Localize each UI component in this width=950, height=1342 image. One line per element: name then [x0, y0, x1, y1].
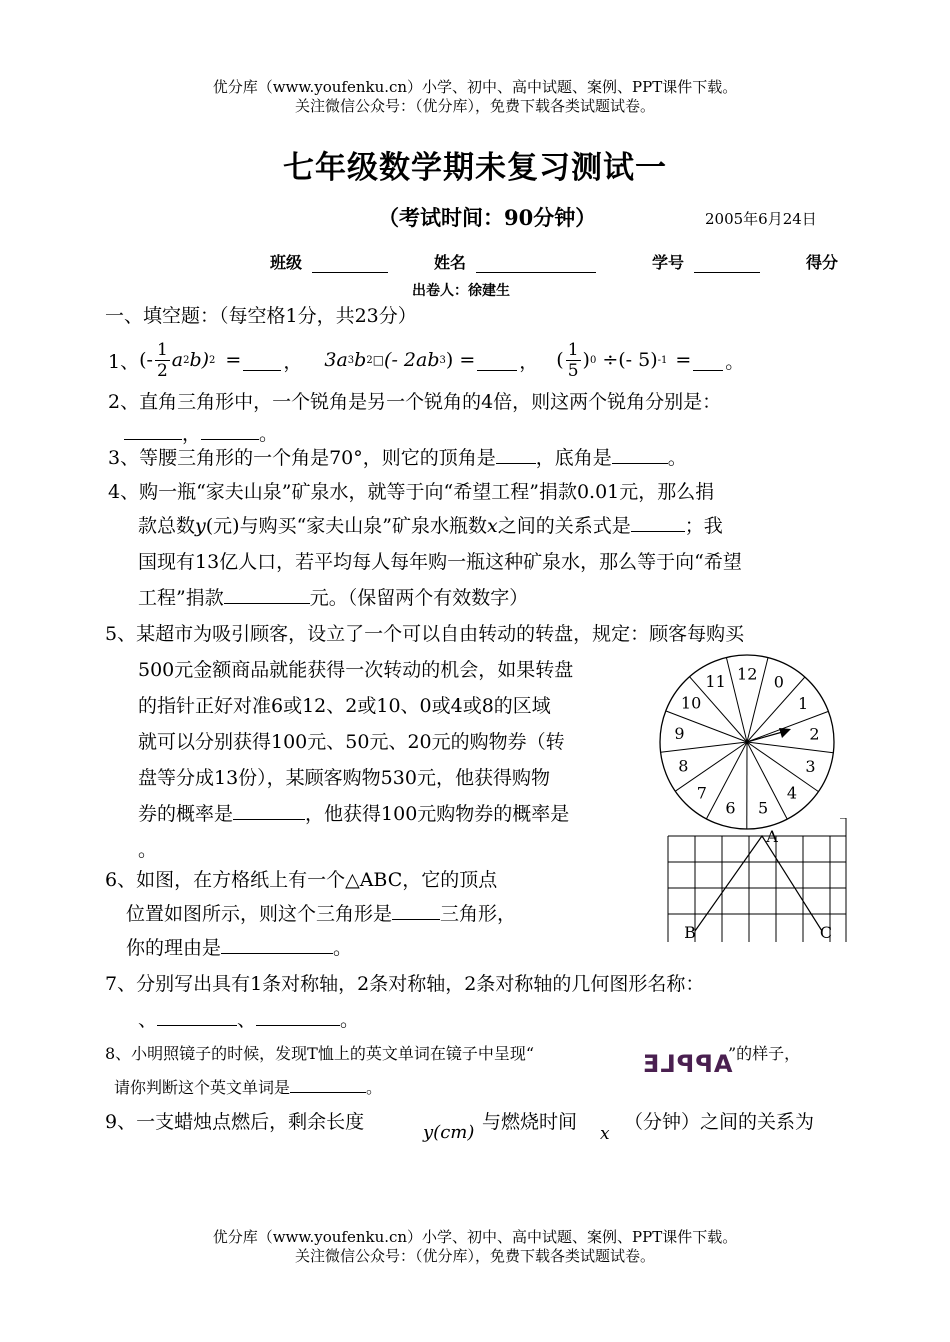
section-heading: 一、填空题：（每空格1分，共23分） — [105, 305, 417, 327]
q3-blank-2[interactable] — [612, 443, 668, 464]
vertex-a-label: A — [766, 827, 778, 846]
footer-line-2: 关注微信公众号：（优分库），免费下载各类试题试卷。 — [294, 1247, 655, 1265]
spinner-wheel — [655, 652, 845, 834]
name-label: 姓名 — [434, 253, 467, 272]
q1-end: 。 — [725, 350, 745, 373]
question-7-line-1: 7、分别写出具有1条对称轴，2条对称轴，2条对称轴的几何图形名称： — [105, 973, 705, 995]
wheel-sector-label: 0 — [773, 672, 784, 692]
wheel-sector-label: 1 — [798, 694, 809, 713]
question-9-part-1: 9、一支蜡烛点燃后，剩余长度 — [105, 1111, 365, 1133]
class-label: 班级 — [270, 253, 303, 272]
wheel-sector-label: 11 — [705, 672, 726, 692]
q1-e1-den: 2 — [156, 360, 168, 381]
q4-line2b: (元)与购买“家夫山泉”矿泉水瓶数 — [205, 515, 488, 537]
exam-duration: （考试时间：90分钟） — [378, 205, 597, 230]
q1-e3-div: ÷(- 5) — [602, 349, 658, 371]
q1-e2-mid: (- 2ab — [384, 349, 440, 371]
question-6-line-1: 6、如图，在方格纸上有一个△ABC，它的顶点 — [105, 869, 498, 891]
q6-line2b: 三角形， — [440, 903, 517, 925]
question-5-line-7: 。 — [138, 839, 158, 861]
question-2: 2、直角三角形中，一个锐角是另一个锐角的4倍，则这两个锐角分别是： — [108, 391, 722, 413]
q1-blank-2[interactable] — [477, 350, 517, 371]
question-8-line-1 — [105, 1042, 534, 1066]
q1-sep-2: ， — [519, 350, 539, 373]
wheel-sector-label: 2 — [809, 724, 820, 744]
q2-blank-2[interactable] — [201, 419, 259, 440]
question-6-line-2 — [126, 896, 516, 932]
q1-e3-frac — [566, 340, 581, 381]
q5-line6a: 券的概率是 — [138, 803, 234, 825]
q8-line1a: 8、小明照镜子的时候，发现T恤上的英文单词在镜子中呈现“ — [105, 1044, 535, 1063]
q7-end: 。 — [340, 1009, 360, 1031]
question-4-line-3: 国现有13亿人口，若平均每人每年购一瓶这种矿泉水，那么等于向“希望 — [138, 551, 742, 573]
q7-blank-2[interactable] — [256, 1005, 340, 1026]
page-title: 七年级数学期未复习测试一 — [283, 150, 667, 186]
question-4-line-4 — [138, 580, 528, 616]
q6-line2a: 位置如图所示，则这个三角形是 — [126, 903, 393, 925]
question-9-part-2: 与燃烧时间 — [482, 1111, 578, 1133]
q3-part1: 3、等腰三角形的一个角是70°，则它的顶角是 — [108, 447, 496, 469]
q8-line1b: ”的样子， — [728, 1044, 801, 1063]
wheel-pointer-arrow — [779, 728, 791, 738]
q1-e1-frac — [155, 340, 170, 381]
q4-line2a: 款总数 — [138, 515, 196, 537]
q1-e1-num: 1 — [156, 339, 168, 360]
q6-line3b: 。 — [333, 937, 353, 959]
q1-e3-num: 1 — [567, 339, 579, 360]
header-line-2: 关注微信公众号：（优分库），免费下载各类试题试卷。 — [294, 97, 655, 115]
footer-line-1: 优分库（www.youfenku.cn）小学、初中、高中试题、案例、PPT课件下载。 — [212, 1228, 738, 1246]
q7-blank-1[interactable] — [157, 1005, 237, 1026]
q1-blank-3[interactable] — [693, 350, 723, 371]
q3-end: 。 — [667, 447, 687, 469]
q1-blank-1[interactable] — [243, 350, 281, 371]
question-4-line-1: 4、购一瓶“家夫山泉”矿泉水，就等于向“希望工程”捐款0.01元，那么捐 — [108, 481, 715, 503]
q1-e3-den: 5 — [567, 360, 579, 381]
wheel-sector-label: 10 — [680, 693, 702, 713]
q4-x: x — [487, 515, 498, 537]
wheel-pointer — [747, 731, 786, 742]
exam-date: 2005年6月24日 — [705, 210, 817, 228]
wheel-sector-label: 3 — [805, 756, 816, 776]
q1-e3-mid: ) — [582, 349, 590, 371]
q1-e2: 3a — [324, 349, 348, 371]
q9-x: x — [600, 1124, 610, 1144]
mirrored-word-apple — [642, 1050, 732, 1078]
q1-label: 1、 — [108, 350, 140, 373]
question-6-line-3 — [126, 930, 352, 966]
triangle-grid-figure — [662, 818, 852, 946]
q4-blank-1[interactable] — [631, 511, 685, 532]
q1-eq3: = — [675, 349, 692, 371]
q7-sep-1: 、 — [138, 1009, 158, 1031]
number-label: 学号 — [652, 253, 685, 272]
number-blank[interactable] — [694, 252, 760, 273]
q4-blank-2[interactable] — [224, 583, 310, 604]
question-3 — [108, 440, 687, 476]
question-8-line-2 — [114, 1076, 382, 1100]
q1-e1-open: (- — [139, 349, 153, 371]
q6-blank-1[interactable] — [392, 899, 440, 920]
question-5-line-4: 就可以分别获得100元、50元、20元的购物券（转 — [138, 731, 565, 753]
q1-eq1: = — [225, 349, 242, 371]
q1-e3-open: ( — [556, 349, 564, 371]
q1-e2-b: b — [354, 349, 367, 371]
q1-sep-1: ， — [283, 350, 303, 373]
q3-blank-1[interactable] — [496, 443, 536, 464]
q8-line2b: 。 — [366, 1078, 383, 1097]
wheel-sector-label: 7 — [696, 783, 707, 803]
wheel-sector-label: 4 — [786, 783, 798, 803]
question-5-line-5: 盘等分成13份），某顾客购物530元，他获得购物 — [138, 767, 550, 789]
q5-line6b: ，他获得100元购物券的概率是 — [305, 803, 570, 825]
q3-part2: ，底角是 — [535, 447, 612, 469]
question-5-line-2: 500元金额商品就能获得一次转动的机会，如果转盘 — [138, 659, 574, 681]
author: 出卷人：徐建生 — [412, 283, 510, 299]
q9-ycm: y(cm) — [423, 1122, 475, 1143]
mirrored-word-text: APPLE — [642, 1050, 733, 1078]
question-9-part-3: （分钟）之间的关系为 — [624, 1111, 815, 1133]
q4-line2d: ；我 — [684, 515, 723, 537]
q4-y: y — [195, 515, 206, 537]
q6-line3a: 你的理由是 — [126, 937, 222, 959]
vertex-b-label: B — [684, 923, 696, 942]
q8-line2a: 请你判断这个英文单词是 — [114, 1078, 291, 1097]
q2-end: 。 — [259, 423, 279, 445]
score-label: 得分 — [806, 253, 839, 272]
header-line-1: 优分库（www.youfenku.cn）小学、初中、高中试题、案例、PPT课件下载。 — [212, 78, 738, 96]
question-5-line-6 — [138, 796, 569, 832]
wheel-sector-label: 9 — [674, 724, 685, 744]
q1-e2-end: ) = — [445, 349, 476, 371]
wheel-sector-label: 6 — [725, 798, 736, 818]
q4-line4a: 工程”捐款 — [138, 587, 224, 609]
question-1: 1、 (- $\frac{1}{2}$ a 2 b) 2 = ， 3a 3 b 2 □ (- 2ab 3 ) = ， ( $\frac{1}{5}$ ) 0 ÷(- 5) -1 = 。 — [108, 339, 745, 381]
q8-blank[interactable] — [290, 1076, 366, 1093]
wheel-sector-label: 5 — [758, 798, 769, 818]
question-5-line-1: 5、某超市为吸引顾客，设立了一个可以自由转动的转盘，规定：顾客每购买 — [105, 623, 745, 645]
name-blank[interactable] — [476, 252, 596, 273]
vertex-c-label: C — [819, 923, 833, 942]
q2-blank-1[interactable] — [124, 419, 182, 440]
q1-e1-a: a — [171, 349, 184, 371]
question-5-line-3: 的指针正好对准6或12、2或10、0或4或8的区域 — [138, 695, 551, 717]
question-4-line-2 — [138, 508, 723, 544]
wheel-sector-label: 12 — [737, 664, 758, 684]
wheel-sector-label: 8 — [678, 756, 689, 776]
q4-line2c: 之间的关系式是 — [497, 515, 631, 537]
question-7-answers — [138, 1002, 359, 1038]
q1-e1-b: b) — [189, 349, 210, 371]
q6-blank-2[interactable] — [221, 933, 333, 954]
q7-sep-2: 、 — [237, 1009, 257, 1031]
q2-sep: ， — [182, 423, 202, 445]
class-blank[interactable] — [312, 252, 388, 273]
q5-blank-1[interactable] — [233, 799, 305, 820]
q4-line4b: 元。（保留两个有效数字） — [309, 587, 529, 609]
